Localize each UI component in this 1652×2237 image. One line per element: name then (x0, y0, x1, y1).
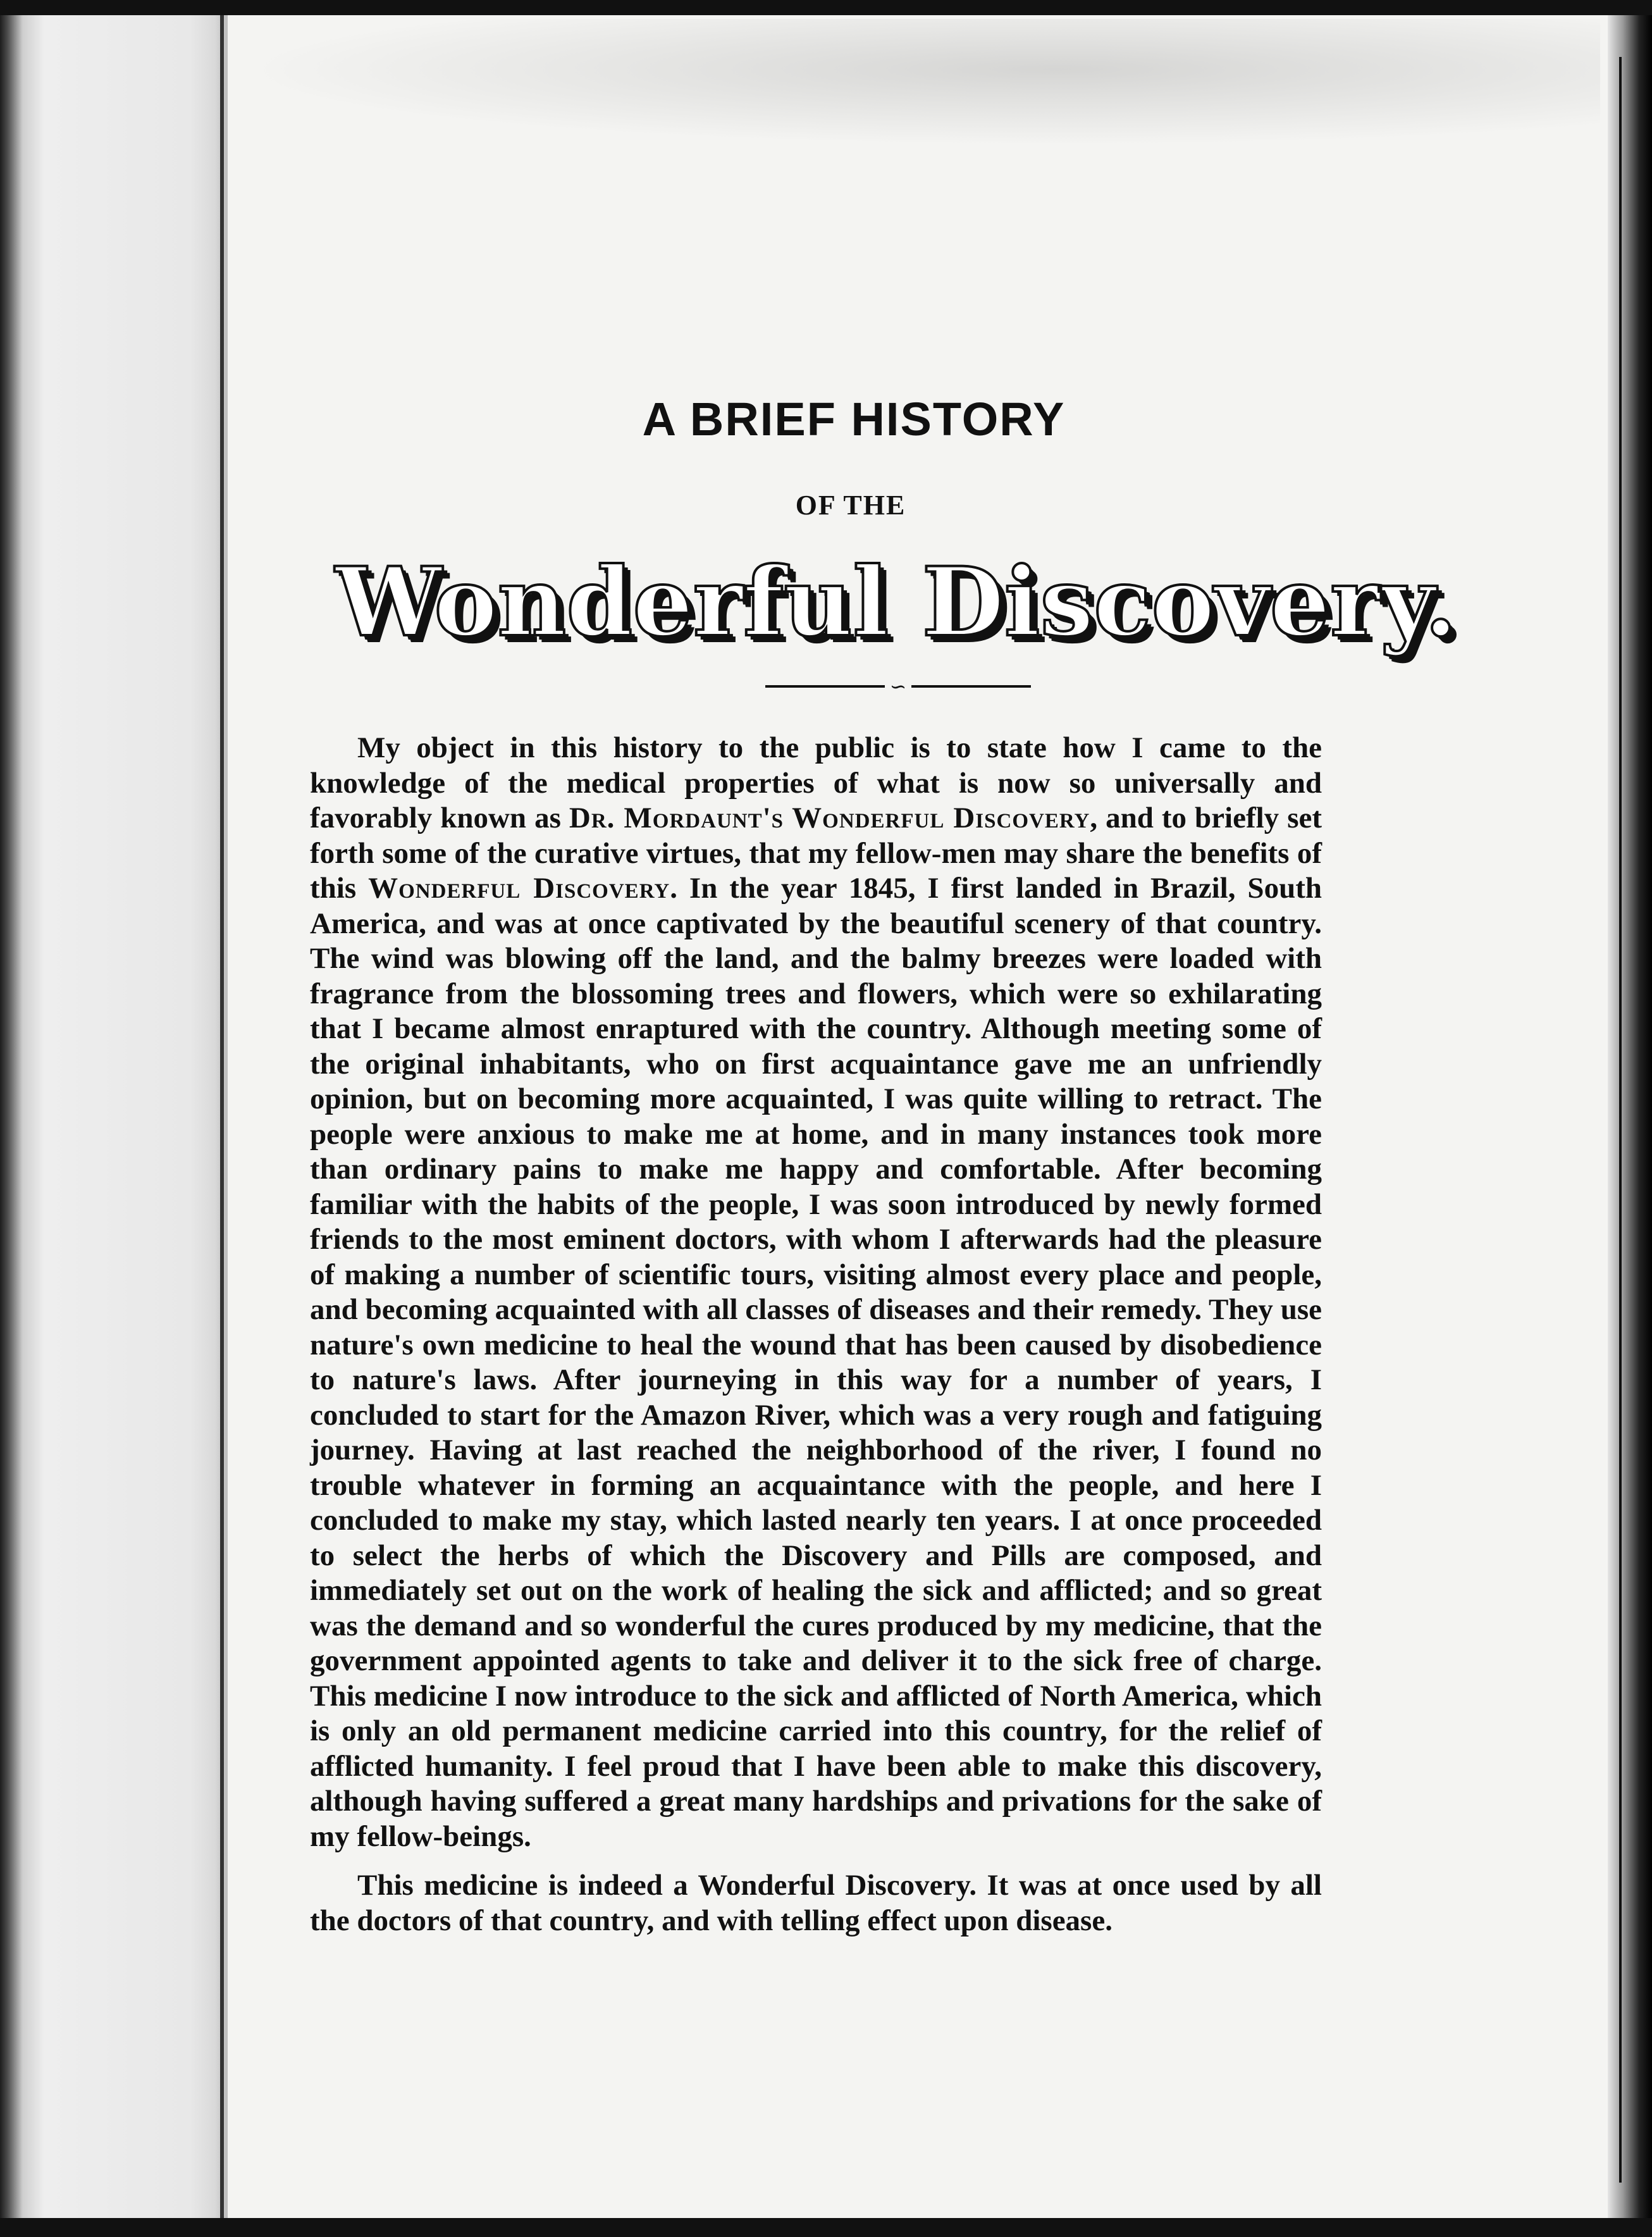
scan-border-bottom (0, 2218, 1652, 2237)
paper-stain (240, 19, 1600, 146)
spine-edge (220, 0, 224, 2237)
product-name: Wonderful Discovery (368, 872, 670, 905)
page-border-line (1619, 57, 1622, 2183)
display-title: Wonderful Discovery. (335, 547, 1458, 658)
document-subtitle: OF THE (795, 490, 906, 521)
scan-border-top (0, 0, 1652, 15)
paragraph-text: . In the year 1845, I first landed in Brazil, South America, and was at once captivated by the beautiful scenery of that country. The wind was blowing off the land, and the balmy breezes were loaded with fragrance from the blossoming trees and flowers, which were so exhilarating that I became almost enraptured with the country. Although meeting some of the original inhabitants, who on first acquaintance gave me an unfriendly opinion, but on becoming more acquainted, I was quite willing to retract. The people were anxious to make me at home, and in many instances took more than ordinary pains to make me happy and comfortable. After becoming familiar with the habits of the people, I was soon introduced by newly formed friends to the most eminent doctors, with whom I afterwards had the pleasure of making a number of scientific tours, visiting almost every place and people, and becoming acquainted with all classes of diseases and their remedy. They use nature's own medicine to heal the wound that has been caused by disobedience to nature's laws. After journeying in this way for a number of years, I concluded to start for the Amazon River, which was a very rough and fatiguing journey. Having at last reached the neighborhood of the river, I found no trouble whatever in forming an acquaintance with the people, and here I concluded to make my stay, which lasted nearly ten years. I at once proceeded to select the herbs of which the Discovery and Pills are composed, and immediately set out on the work of healing the sick and afflicted; and so great was the demand and so wonderful the cures produced by my medicine, that the government appointed agents to take and deliver it to the sick free of charge. This medicine I now introduce to the sick and afflicted of North America, which is only an old permanent medicine carried into this country, for the relief of afflicted humanity. I feel proud that I have been able to make this discovery, although having suffered a great many hardships and privations for the sake of my fellow-beings. (310, 872, 1322, 1853)
body-text (310, 731, 1322, 1938)
document-content (310, 354, 1458, 1938)
paragraph-text: , and to briefly set forth some of the curative virtues, that my fellow-men may share the benefits of this (310, 802, 1322, 905)
flourish-ornament: ∽ (889, 674, 907, 698)
paragraph-text: This medicine is indeed a Wonderful Discovery. It was at once used by all the doctors of that country, and with telling effect upon disease. (310, 1869, 1322, 1937)
product-name: Dr. Mordaunt's Wonderful Discovery (569, 802, 1090, 834)
ornamental-divider (765, 674, 1031, 698)
paragraph (310, 731, 1322, 1854)
paragraph (310, 1868, 1322, 1938)
page-edge-shadow (1608, 0, 1652, 2237)
divider-rule-right (911, 685, 1031, 688)
paragraph-text: My object in this history to the public is to state how I came to the knowledge of the medical properties of what is now so universally and favorably known as (310, 731, 1322, 834)
document-title: A BRIEF HISTORY (642, 393, 1066, 445)
divider-rule-left (765, 685, 885, 688)
binding-shadow (0, 0, 228, 2237)
